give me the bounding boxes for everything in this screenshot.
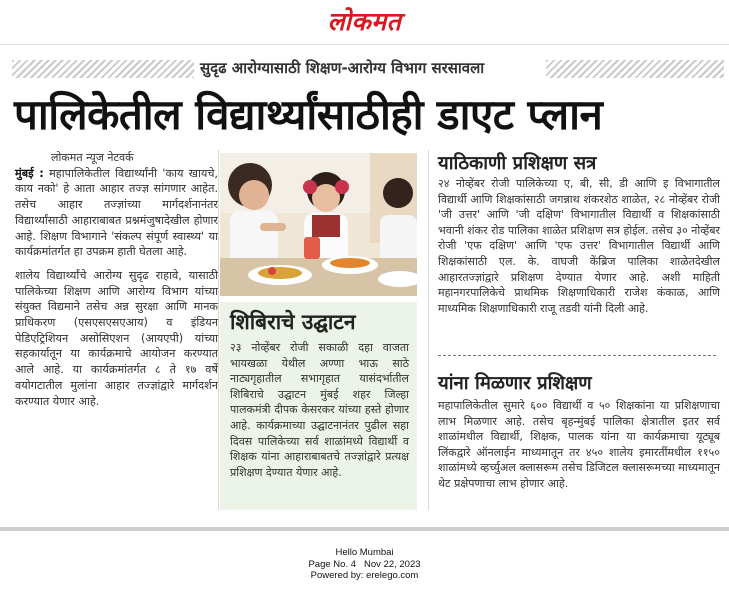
- article-paragraph-2: शालेय विद्यार्थ्यांचे आरोग्य सुदृढ राहावे, यासाठी पालिकेच्या शिक्षण आणि आरोग्य विभाग यांच्या संयुक्त विद्यमाने तसेच अन्न सुरक्षा आणि मानक प्राधिकरण (एसएसएसएआय) व इंडियन पेडिएट्रिशियन असोसिएशन (आयएपी) यांच्या सहकार्यातून या कार्यक्रमाचे आयोजन करण्यात आले आहे. या कार्यक्रमांतर्गत ८ ते १७ वर्षे वयोगटातील मुलांना आहार तज्ज्ञांद्वारे मार्गदर्शन करण्यात येणार आहे.: [15, 268, 218, 408]
- beneficiaries-body: महापालिकेतील सुमारे ६०० विद्यार्थी व ५० शिक्षकांना या प्रशिक्षणाचा लाभ मिळणार आहे. तसेच बृहन्मुंबई पालिका क्षेत्रातील इतर सर्व शाळांमधील विद्यार्थी, शिक्षक, पालक यांना या कार्यक्रमाचा यूट्यूब लिंकद्वारे ऑनलाईन माध्यमातून तर ४५० शालेय इमारतींमधील ११५० शाळांमध्ये व्हर्च्युअल क्लासरूम तसेच डिजिटल क्लासरूमच्या माध्यमातून थेट प्रक्षेपणाचा लाभ होणार आहे.: [438, 399, 720, 490]
- footer-date: Nov 22, 2023: [364, 558, 421, 570]
- lokmat-logo: लोकमत: [327, 7, 402, 36]
- inauguration-title: शिबिराचे उद्घाटन: [230, 310, 356, 334]
- footer-page: Page No. 4: [308, 558, 357, 570]
- paragraph-1-text: महापालिकेतील विद्यार्थ्यांनी 'काय खायचे, काय नको' हे आता आहार तज्ज्ञ सांगणार आहेत. तसेच आहार तज्ज्ञांच्या मार्गदर्शनानंतर विद्यार्थ्यांसाठी आहाराबाबत प्रश्नमंजुषादेखील होणार आहे. शिक्षण विभागाने 'संकल्प संपूर्ण स्वास्थ्य' या कार्यक्रमांतर्गत हा उपक्रम हाती घेतला आहे.: [15, 166, 218, 259]
- page-footer: [0, 547, 729, 582]
- section-divider: [438, 355, 716, 356]
- column-divider-2: [428, 150, 429, 510]
- footer-edition: Hello Mumbai: [335, 547, 394, 558]
- column-divider-1: [218, 150, 219, 510]
- masthead-divider: [0, 44, 729, 45]
- beneficiaries-title: यांना मिळणार प्रशिक्षण: [438, 373, 592, 394]
- training-sessions-body: २४ नोव्हेंबर रोजी पालिकेच्या ए, बी, सी, डी आणि इ विभागातील विद्यार्थी आणि शिक्षकांसाठी जगन्नाथ शंकरशेठ शाळेत, २८ नोव्हेंबर रोजी 'जी उत्तर' आणि 'जी दक्षिण' विभागातील विद्यार्थी व शिक्षकांसाठी भवानी शंकर रोड पालिका शाळेत प्रशिक्षण सत्र होईल. तसेच ३० नोव्हेंबर रोजी 'एफ दक्षिण' आणि 'एफ उत्तर' विभागातील विद्यार्थी आणि शिक्षकांसाठी एल. के. वाघजी केंब्रिज पालिका शाळेतदेखील आहारतज्ज्ञांद्वारे प्रशिक्षण देण्यात येणार आहे. अशी माहिती महानगरपालिकेचे प्राथमिक शिक्षणाधिकारी राजेश कंकाळ, आणि माध्यमिक शिक्षणाधिकारी राजू तडवी यांनी दिली आहे.: [438, 177, 720, 315]
- children-eating-photo: [220, 153, 417, 296]
- training-sessions-title: याठिकाणी प्रशिक्षण सत्र: [438, 153, 597, 174]
- footer-page-info: [0, 559, 729, 571]
- article-byline: लोकमत न्यूज नेटवर्क: [51, 151, 134, 164]
- article-column-1: [15, 150, 218, 417]
- kicker-band: [12, 56, 724, 82]
- bottom-divider: [0, 527, 729, 531]
- article-kicker: सुदृढ आरोग्यासाठी शिक्षण-आरोग्य विभाग सरसावला: [200, 59, 485, 77]
- masthead: [0, 0, 729, 44]
- beneficiaries-section: [438, 372, 720, 492]
- footer-powered: Powered by: erelego.com: [310, 570, 419, 581]
- article-headline: पालिकेतील विद्यार्थ्यांसाठीही डाएट प्लान: [14, 90, 603, 139]
- kicker-hatch-right: [546, 60, 724, 78]
- inauguration-box: [220, 302, 417, 510]
- kicker-hatch-left: [12, 60, 194, 78]
- dateline: मुंबई :: [15, 166, 44, 180]
- article-paragraph-1: [15, 166, 218, 260]
- photo-illustration: [220, 153, 417, 296]
- training-sessions-section: [438, 152, 720, 316]
- inauguration-body: २३ नोव्हेंबर रोजी सकाळी दहा वाजता भायखळा येथील अण्णा भाऊ साठे नाट्यगृहातील सभागृहात यासंदर्भातील शिबिराचे उद्घाटन मुंबई शहर जिल्हा पालकमंत्री दीपक केसरकर यांच्या हस्ते होणार आहे. कार्यक्रमाच्या उद्घाटनानंतर पुढील सहा दिवस पालिकेच्या सर्व शाळांमध्ये विद्यार्थी व शिक्षक यांना आहाराबाबतचे तज्ज्ञांद्वारे प्रत्यक्ष प्रशिक्षण देण्यात येणार आहे.: [230, 341, 409, 479]
